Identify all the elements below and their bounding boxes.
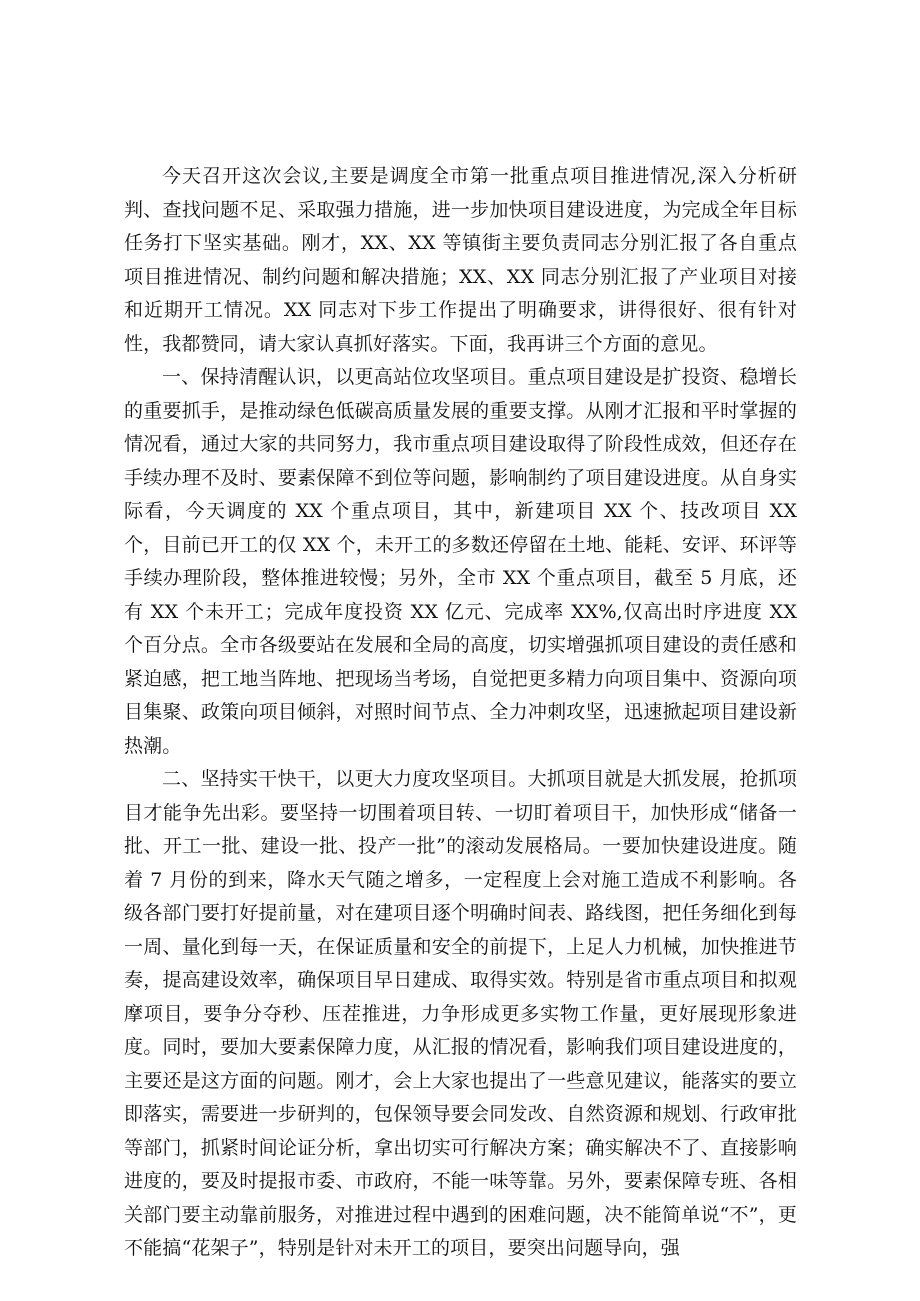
paragraph-section-two: 二、坚持实干快干，以更大力度攻坚项目。大抓项目就是大抓发展，抢抓项目才能争先出彩。要坚持一切围着项目转、一切盯着项目干，加快形成“储备一批、开工一批、建设一批、投产一批”的滚动发展格局。一要加快建设进度。随着 7 月份的到来，降水天气随之增多，一定程度上会对施工造成不利影响。各级各部门要打好提前量，对在建项目逐个明确时间表、路线图，把任务细化到每一周、量化到每一天，在保证质量和安全的前提下，上足人力机械，加快推进节奏，提高建设效率，确保项目早日建成、取得实效。特别是省市重点项目和拟观摩项目，要争分夺秒、压茬推进，力争形成更多实物工作量，更好展现形象进度。同时，要加大要素保障力度，从汇报的情况看，影响我们项目建设进度的，主要还是这方面的问题。刚才，会上大家也提出了一些意见建议，能落实的要立即落实，需要进一步研判的，包保领导要会同发改、自然资源和规划、行政审批等部门，抓紧时间论证分析，拿出切实可行解决方案；确实解决不了、直接影响进度的，要及时提报市委、市政府，不能一味等靠。另外，要素保障专班、各相关部门要主动靠前服务，对推进过程中遇到的困难问题，决不能简单说“不”，更不能搞“花架子”，特别是针对未开工的项目，要突出问题导向，强 (124, 768, 797, 1259)
paragraph-intro: 今天召开这次会议,主要是调度全市第一批重点项目推进情况,深入分析研判、查找问题不足、采取强力措施，进一步加快项目建设进度，为完成全年目标任务打下坚实基础。刚才，XX、XX 等镇街主要负责同志分别汇报了各自重点项目推进情况、制约问题和解决措施；XX、XX 同志分别汇报了产业项目对接和近期开工情况。XX 同志对下步工作提出了明确要求，讲得很好、很有针对性，我都赞同，请大家认真抓好落实。下面，我再讲三个方面的意见。 (124, 165, 797, 355)
paragraph-section-one: 一、保持清醒认识，以更高站位攻坚项目。重点项目建设是扩投资、稳增长的重要抓手，是推动绿色低碳高质量发展的重要支撑。从刚才汇报和平时掌握的情况看，通过大家的共同努力，我市重点项目建设取得了阶段性成效，但还存在手续办理不及时、要素保障不到位等问题，影响制约了项目建设进度。从自身实际看，今天调度的 XX 个重点项目，其中，新建项目 XX 个、技改项目 XX 个，目前已开工的仅 XX 个，未开工的多数还停留在土地、能耗、安评、环评等手续办理阶段，整体推进较慢；另外，全市 XX 个重点项目，截至 5 月底，还有 XX 个未开工；完成年度投资 XX 亿元、完成率 XX%,仅高出时序进度 XX 个百分点。全市各级要站在发展和全局的高度，切实增强抓项目建设的责任感和紧迫感，把工地当阵地、把现场当考场，自觉把更多精力向项目集中、资源向项目集聚、政策向项目倾斜，对照时间节点、全力冲刺攻坚，迅速掀起项目建设新热潮。 (124, 366, 797, 757)
document-body (124, 160, 797, 1266)
